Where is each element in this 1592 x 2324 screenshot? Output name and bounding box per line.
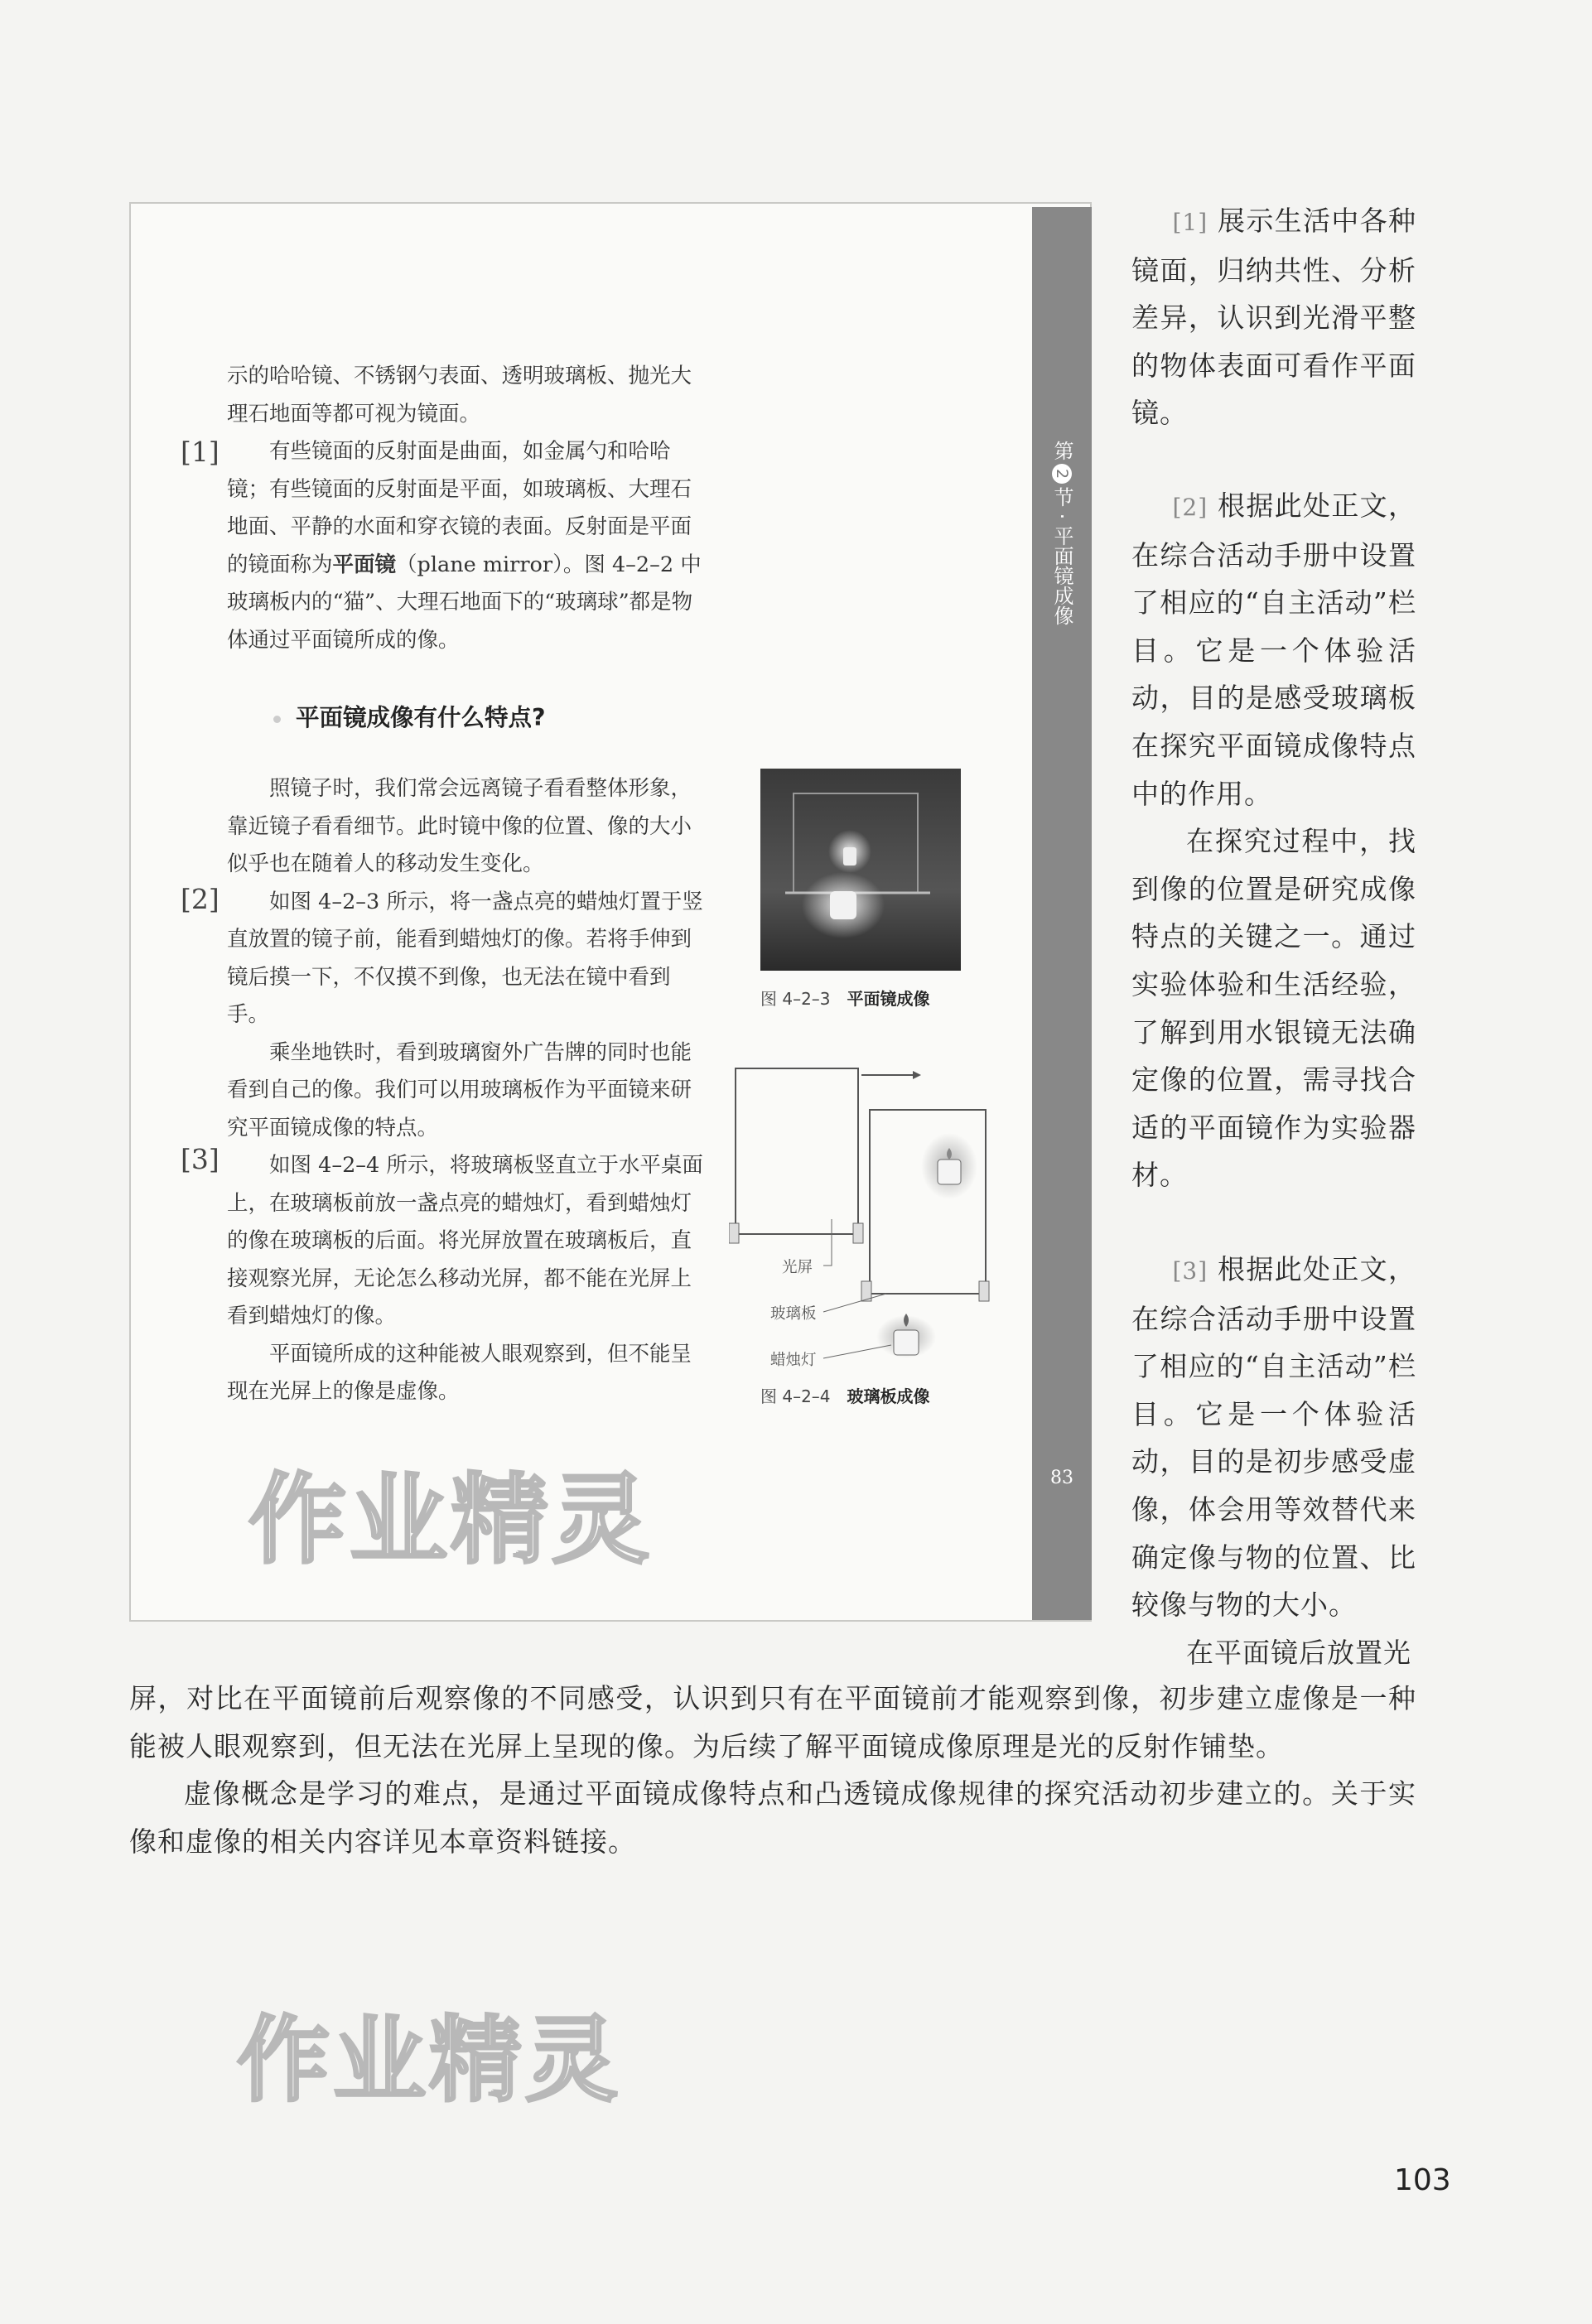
page-number: 103 <box>1394 2163 1451 2197</box>
note-tag-2: [2] <box>1172 494 1208 521</box>
note-marker-1: [1] <box>181 436 220 468</box>
intro-continuation: 示的哈哈镜、不锈钢勺表面、透明玻璃板、抛光大理石地面等都可视为镜面。 <box>227 364 692 427</box>
note-1-text: 展示生活中各种镜面，归纳共性、分析差异，认识到光滑平整的物体表面可看作平面镜。 <box>1131 205 1416 430</box>
para-fig-4-2-4: 如图 4–2–4 所示，将玻璃板竖直立于水平桌面上，在玻璃板前放一盏点亮的蜡烛灯，看到蜡烛灯的像在玻璃板的后面。将光屏放置在玻璃板后，直接观察光屏，无论怎么移动光屏，都不能在光屏上看到蜡烛灯的像。 <box>227 1153 703 1328</box>
embedded-paragraph-features <box>227 770 707 1411</box>
mirror-definition-paragraph <box>227 433 707 659</box>
glass-plate-diagram <box>729 1045 994 1360</box>
label-candle-lamp: 蜡烛灯 <box>770 1352 817 1369</box>
figure-title: 平面镜成像 <box>847 989 930 1009</box>
embedded-page-number: 83 <box>1050 1468 1073 1488</box>
note-marker-2: [2] <box>181 883 220 915</box>
note-2-continuation: 在探究过程中，找到像的位置是研究成像特点的关键之一。通过实验体验和生活经验，了解到用水银镜无法确定像的位置，需寻找合适的平面镜作为实验器材。 <box>1131 825 1416 1192</box>
definition-text-a: 有些镜面的反射面是曲面，如金属勺和哈哈镜；有些镜面的反射面是平面，如玻璃板、大理石地面、平静的水面和穿衣镜的表面。反射面是平面的镜面称为 <box>227 439 692 577</box>
note-tag-1: [1] <box>1172 209 1208 236</box>
figure-title: 玻璃板成像 <box>847 1386 930 1406</box>
side-title-text: 节 · 平面镜成像 <box>1050 487 1073 625</box>
watermark-upper: 作业精灵 <box>248 1463 654 1577</box>
figure-4-2-3-caption <box>760 986 930 1010</box>
figure-number: 图 4–2–3 <box>760 989 831 1009</box>
note-tag-3: [3] <box>1172 1257 1208 1285</box>
definition-text-b: （plane mirror）。图 4–2–2 中玻璃板内的“猫”、大理石地面下的“玻璃球”都是物体通过平面镜所成的像。 <box>227 552 702 653</box>
teaching-note-3 <box>1131 1246 1416 1676</box>
note-3-text: 根据此处正文，在综合活动手册中设置了相应的“自主活动”栏目。它是一个体验活动，目的是初步感受虚像，体会用等效替代来确定像与物的位置、比较像与物的大小。 <box>1131 1253 1416 1622</box>
side-title <box>1032 441 1092 625</box>
section-heading <box>273 699 546 733</box>
teaching-note-1 <box>1131 197 1416 437</box>
teaching-note-2 <box>1131 482 1416 1199</box>
section-number-badge: 2 <box>1052 464 1072 484</box>
figure-4-2-4-caption <box>760 1383 930 1407</box>
note-3-continuation-start: 在平面镜后放置光 <box>1186 1636 1411 1669</box>
mirror-candle-photo <box>760 769 961 971</box>
heading-text: 平面镜成像有什么特点? <box>296 704 546 731</box>
para-fig-4-2-3: 如图 4–2–3 所示，将一盏点亮的蜡烛灯置于竖直放置的镜子前，能看到蜡烛灯的像。若将手伸到镜后摸一下，不仅摸不到像，也无法在镜中看到手。 <box>227 889 703 1027</box>
watermark-lower: 作业精灵 <box>237 2007 621 2114</box>
note-marker-3: [3] <box>181 1143 220 1175</box>
note-4-text: 虚像概念是学习的难点，是通过平面镜成像特点和凸透镜成像规律的探究活动初步建立的。关于实像和虚像的相关内容详见本章资料链接。 <box>129 1777 1416 1858</box>
figure-number: 图 4–2–4 <box>760 1386 831 1406</box>
note-3-continuation-rest: 屏，对比在平面镜前后观察像的不同感受，认识到只有在平面镜前才能观察到像，初步建立虚像是一种能被人眼观察到，但无法在光屏上呈现的像。为后续了解平面镜成像原理是光的反射作铺垫。 <box>129 1682 1416 1762</box>
side-title-prefix: 第 <box>1050 441 1073 460</box>
chapter-side-strip <box>1032 207 1092 1620</box>
para-virtual-image: 平面镜所成的这种能被人眼观察到，但不能呈现在光屏上的像是虚像。 <box>227 1341 692 1404</box>
note-2-text: 根据此处正文，在综合活动手册中设置了相应的“自主活动”栏目。它是一个体验活动，目的是感受玻璃板在探究平面镜成像特点中的作用。 <box>1131 489 1416 810</box>
embedded-paragraph-intro <box>227 358 707 659</box>
label-light-screen: 光屏 <box>782 1259 813 1276</box>
teaching-note-wide <box>129 1675 1416 1865</box>
para-subway: 乘坐地铁时，看到玻璃窗外广告牌的同时也能看到自己的像。我们可以用玻璃板作为平面镜来研究平面镜成像的特点。 <box>227 1039 692 1140</box>
label-glass-plate: 玻璃板 <box>770 1305 817 1323</box>
para-mirror-looking: 照镜子时，我们常会远离镜子看看整体形象，靠近镜子看看细节。此时镜中像的位置、像的大小似乎也在随着人的移动发生变化。 <box>227 776 692 876</box>
plane-mirror-term: 平面镜 <box>332 552 397 577</box>
bullet-dot-icon <box>273 716 281 723</box>
